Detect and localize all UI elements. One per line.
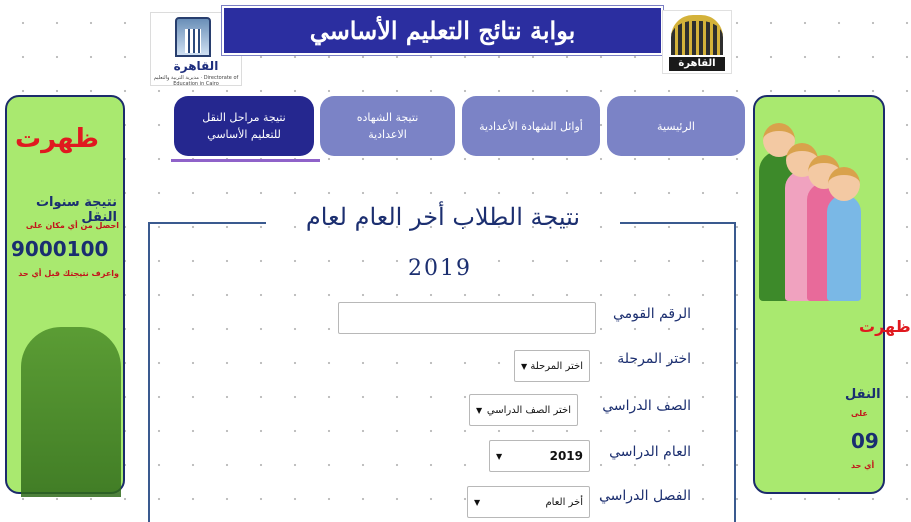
tab-prep-certificate-result[interactable]: نتيجة الشهاده الاعدادية bbox=[320, 96, 455, 156]
panel-border bbox=[148, 222, 150, 522]
term-label: الفصل الدراسي bbox=[599, 488, 691, 504]
ad-shortcode: 09 bbox=[851, 429, 879, 453]
ad-line-2: واعرف نتيجتك قبل أي حد bbox=[18, 269, 119, 278]
national-id-label: الرقم القومي bbox=[613, 306, 691, 322]
school-year-label: العام الدراسي bbox=[609, 444, 691, 460]
panel-border bbox=[148, 222, 266, 224]
term-select-value: أخر العام bbox=[545, 496, 583, 508]
chevron-down-icon: ▼ bbox=[474, 497, 481, 507]
ad-line-1: على bbox=[851, 409, 868, 418]
tab-transfer-stages-result[interactable]: نتيجة مراحل النقل للتعليم الأساسي bbox=[174, 96, 314, 156]
chevron-down-icon: ▼ bbox=[496, 451, 503, 461]
tab-home[interactable]: الرئيسية bbox=[607, 96, 745, 156]
crown-emblem-icon bbox=[671, 15, 723, 55]
school-year-select[interactable] bbox=[489, 440, 590, 472]
results-year: 2019 bbox=[408, 256, 472, 281]
page-title: بوابة نتائج التعليم الأساسي bbox=[222, 6, 663, 55]
chevron-down-icon: ▼ bbox=[476, 405, 483, 415]
term-select[interactable] bbox=[467, 486, 590, 518]
national-id-input[interactable] bbox=[338, 302, 596, 334]
ad-shortcode: 9000100 bbox=[11, 237, 109, 261]
stage-label: اختر المرحلة bbox=[617, 351, 691, 367]
ad-flash-text: ظهرت bbox=[859, 297, 899, 357]
directorate-logo-name: القاهرة bbox=[173, 59, 219, 73]
ad-subtitle: نتيجة سنوات النقل bbox=[35, 195, 117, 225]
school-year-select-value: 2019 bbox=[549, 449, 583, 463]
ad-child-image bbox=[21, 327, 121, 497]
ad-line-2: أي حد bbox=[851, 461, 875, 470]
results-heading: نتيجة الطلاب أخر العام لعام bbox=[305, 203, 581, 231]
grade-select-value: اختر الصف الدراسي bbox=[486, 404, 571, 416]
tab-prep-top-students[interactable]: أوائل الشهادة الأعدادية bbox=[462, 96, 600, 156]
grade-select[interactable] bbox=[469, 394, 578, 426]
grade-label: الصف الدراسي bbox=[602, 398, 691, 414]
stage-select-value: اختر المرحلة bbox=[530, 360, 583, 372]
panel-border bbox=[734, 222, 736, 522]
ad-flash-text: ظهرت bbox=[15, 109, 79, 169]
panel-border bbox=[620, 222, 736, 224]
cairo-logo-name: القاهرة bbox=[669, 57, 725, 71]
active-tab-indicator bbox=[171, 159, 320, 162]
ad-line-1: احصل من أي مكان على bbox=[25, 221, 119, 230]
right-advertisement[interactable] bbox=[753, 95, 911, 494]
ad-subtitle: النقل bbox=[845, 387, 881, 402]
ad-children-image bbox=[755, 121, 867, 301]
chevron-down-icon: ▼ bbox=[521, 361, 528, 371]
stage-select[interactable] bbox=[514, 350, 590, 382]
cairo-governorate-logo bbox=[662, 10, 732, 74]
directorate-logo-subtitle: مديرية التربية والتعليم · Directorate of Education in Cairo bbox=[153, 75, 239, 87]
left-advertisement[interactable] bbox=[5, 95, 125, 494]
building-icon bbox=[175, 17, 211, 57]
